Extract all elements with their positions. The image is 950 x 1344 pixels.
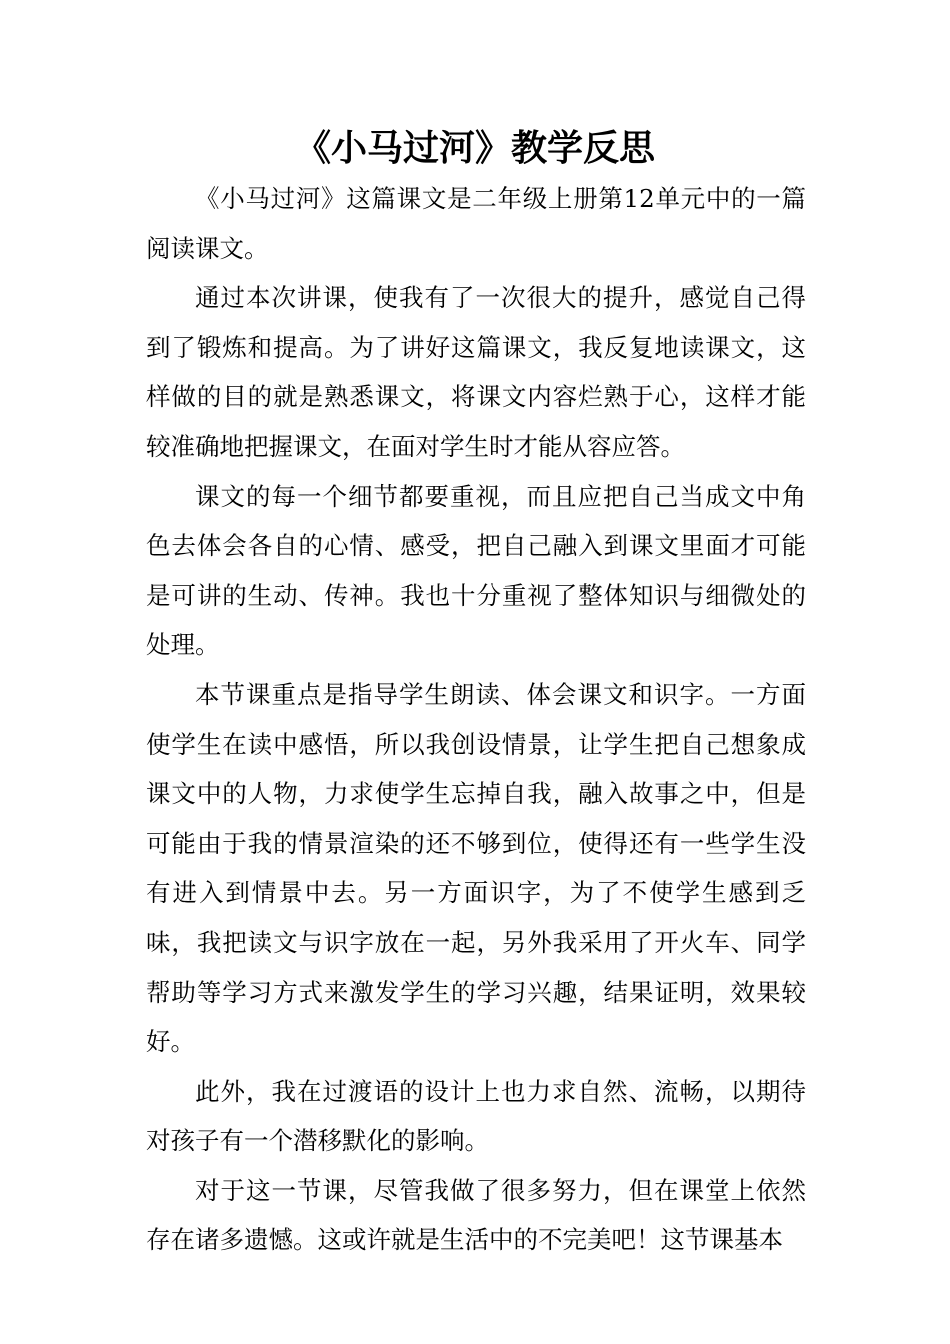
paragraph-3: 课文的每一个细节都要重视，而且应把自己当成文中角色去体会各自的心情、感受，把自己融入到课文里面才可能是可讲的生动、传神。我也十分重视了整体知识与细微处的处理。	[146, 481, 806, 660]
paragraph-2: 通过本次讲课，使我有了一次很大的提升，感觉自己得到了锻炼和提高。为了讲好这篇课文，我反复地读课文，这样做的目的就是熟悉课文，将课文内容烂熟于心，这样才能较准确地把握课文，在面对学生时才能从容应答。	[146, 283, 806, 461]
paragraph-5: 此外，我在过渡语的设计上也力求自然、流畅，以期待对孩子有一个潜移默化的影响。	[146, 1076, 806, 1156]
paragraph-4: 本节课重点是指导学生朗读、体会课文和识字。一方面使学生在读中感悟，所以我创设情景，让学生把自己想象成课文中的人物，力求使学生忘掉自我，融入故事之中，但是可能由于我的情景渲染的还不够到位，使得还有一些学生没有进入到情景中去。另一方面识字，为了不使学生感到乏味，我把读文与识字放在一起，另外我采用了开火车、同学帮助等学习方式来激发学生的学习兴趣，结果证明，效果较好。	[146, 679, 806, 1057]
document-body	[146, 174, 806, 1265]
document-title: 《小马过河》教学反思	[294, 127, 655, 169]
paragraph-6: 对于这一节课，尽管我做了很多努力，但在课堂上依然存在诸多遗憾。这或许就是生活中的不完美吧！这节课基本	[146, 1175, 806, 1255]
paragraph-1: 《小马过河》这篇课文是二年级上册第12单元中的一篇阅读课文。	[146, 184, 806, 263]
